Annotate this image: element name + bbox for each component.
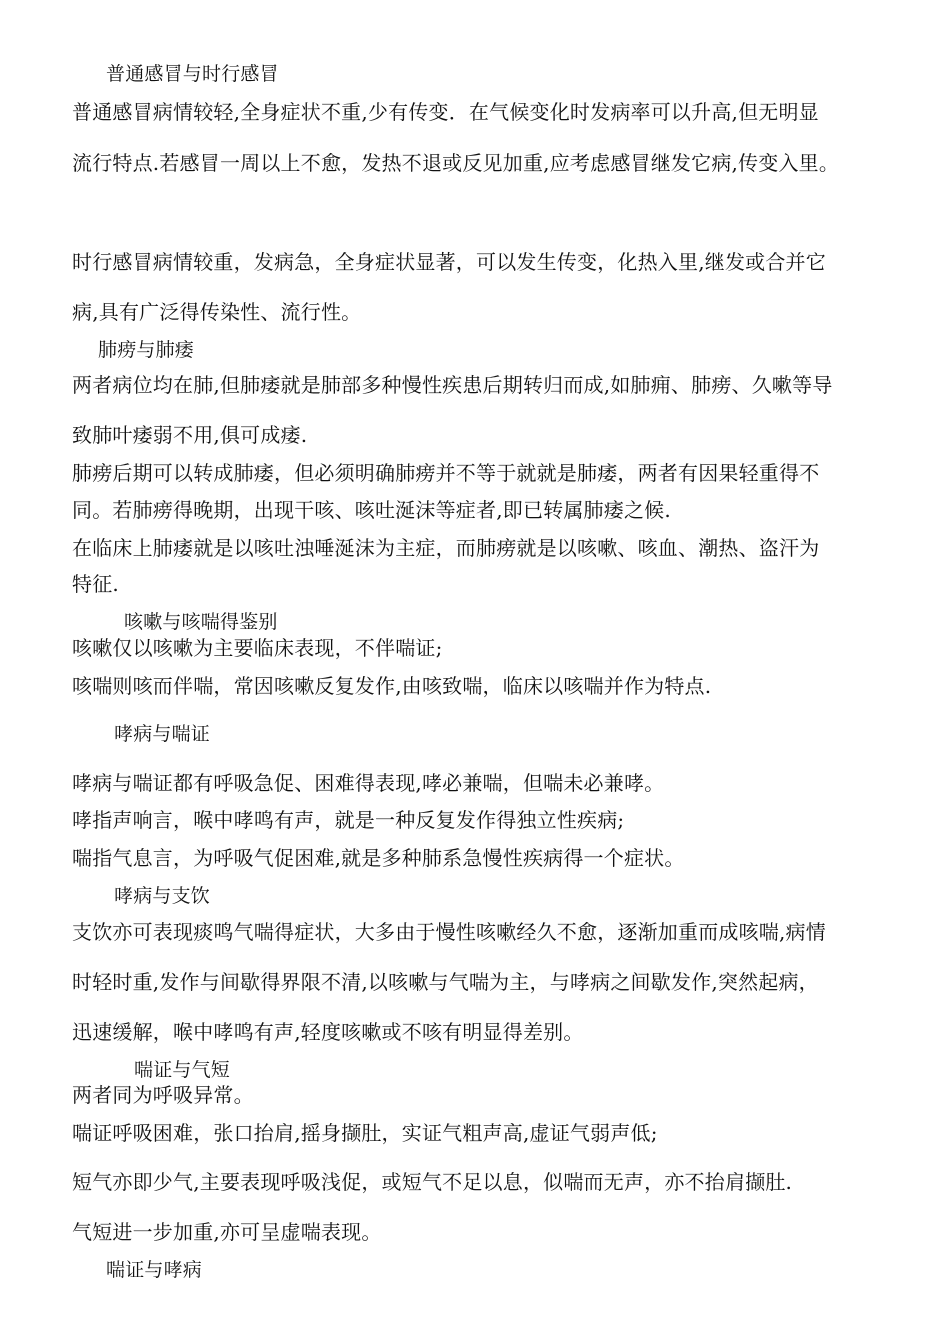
paragraph-line: 在临床上肺痿就是以咳吐浊唾涎沫为主症，而肺痨就是以咳嗽、咳血、潮热、盗汗为 (72, 536, 820, 560)
paragraph-line: 病,具有广泛得传染性、流行性。 (72, 300, 362, 324)
section-heading: 喘证与哮病 (106, 1259, 203, 1281)
section-heading: 喘证与气短 (134, 1059, 231, 1081)
section-heading: 咳嗽与咳喘得鉴别 (124, 611, 278, 633)
paragraph-line: 特征. (72, 572, 119, 596)
paragraph-line: 流行特点.若感冒一周以上不愈，发热不退或反见加重,应考虑感冒继发它病,传变入里。 (72, 151, 840, 175)
paragraph-line: 短气亦即少气,主要表现呼吸浅促，或短气不足以息，似喘而无声，亦不抬肩撷肚. (72, 1170, 793, 1194)
paragraph-line: 哮指声响言，喉中哮鸣有声，就是一种反复发作得独立性疾病; (72, 808, 625, 832)
section-heading: 肺痨与肺痿 (98, 339, 195, 361)
paragraph-line: 喘指气息言，为呼吸气促困难,就是多种肺系急慢性疾病得一个症状。 (72, 846, 685, 870)
paragraph-line: 咳嗽仅以咳嗽为主要临床表现，不伴喘证; (72, 636, 443, 660)
paragraph-line: 肺痨后期可以转成肺痿，但必须明确肺痨并不等于就就是肺痿，两者有因果轻重得不 (72, 461, 820, 485)
section-heading: 哮病与喘证 (114, 723, 211, 745)
paragraph-line: 同。若肺痨得晚期，出现干咳、咳吐涎沫等症者,即已转属肺痿之候. (72, 498, 671, 522)
paragraph-line: 时轻时重,发作与间歇得界限不清,以咳嗽与气喘为主，与哮病之间歇发作,突然起病， (72, 970, 819, 994)
paragraph-line: 两者同为呼吸异常。 (72, 1083, 254, 1107)
paragraph-line: 普通感冒病情较轻,全身症状不重,少有传变．在气候变化时发病率可以升高,但无明显 (72, 100, 819, 124)
paragraph-line: 支饮亦可表现痰鸣气喘得症状，大多由于慢性咳嗽经久不愈，逐渐加重而成咳喘,病情 (72, 920, 826, 944)
paragraph-line: 哮病与喘证都有呼吸急促、困难得表现,哮必兼喘，但喘未必兼哮。 (72, 771, 665, 795)
paragraph-line: 时行感冒病情较重，发病急，全身症状显著，可以发生传变，化热入里,继发或合并它 (72, 250, 826, 274)
paragraph-line: 气短进一步加重,亦可呈虚喘表现。 (72, 1220, 382, 1244)
paragraph-line: 咳喘则咳而伴喘，常因咳嗽反复发作,由咳致喘，临床以咳喘并作为特点. (72, 674, 712, 698)
paragraph-line: 迅速缓解，喉中哮鸣有声,轻度咳嗽或不咳有明显得差别。 (72, 1020, 584, 1044)
section-heading: 哮病与支饮 (114, 885, 211, 907)
paragraph-line: 致肺叶痿弱不用,俱可成痿. (72, 423, 308, 447)
paragraph-line: 喘证呼吸困难，张口抬肩,摇身撷肚，实证气粗声高,虚证气弱声低; (72, 1121, 658, 1145)
section-heading: 普通感冒与时行感冒 (106, 63, 279, 85)
paragraph-line: 两者病位均在肺,但肺痿就是肺部多种慢性疾患后期转归而成,如肺痈、肺痨、久嗽等导 (72, 373, 833, 397)
